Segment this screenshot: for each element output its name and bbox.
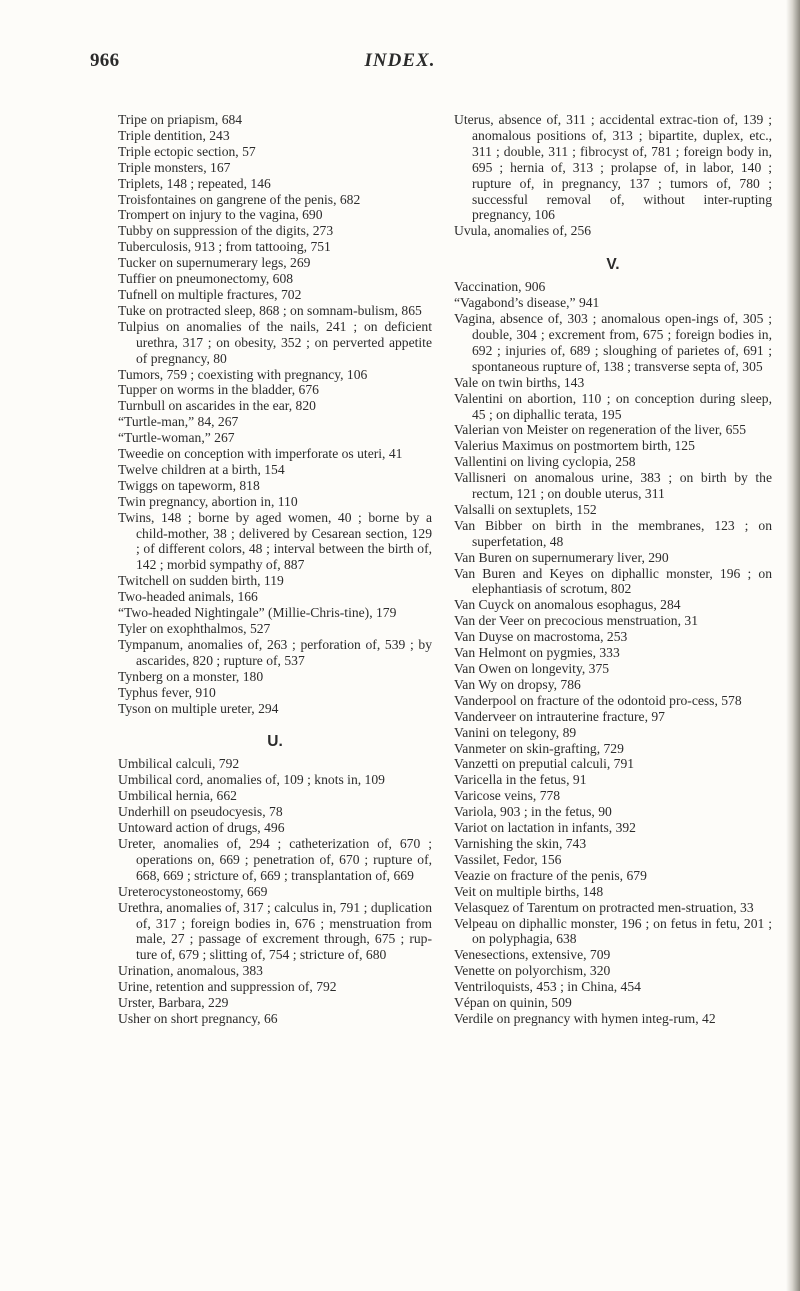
- t-entries: [118, 112, 432, 716]
- index-entry: Twelve children at a birth, 154: [118, 461, 285, 477]
- index-entry: Two-headed animals, 166: [118, 589, 258, 605]
- index-entry: Tripe on priapism, 684: [118, 112, 243, 127]
- index-entry: Van Buren and Keyes on diphallic monster, 196 ; on elephantiasis of scrotum, 802: [454, 565, 772, 597]
- index-entry: Venette on polyorchism, 320: [454, 963, 611, 979]
- index-entry: Velpeau on diphallic monster, 196 ; on fetus in fetu, 201 ; on polyphagia, 638: [454, 915, 772, 947]
- index-entry: Twins, 148 ; borne by aged women, 40 ; borne by a child-mother, 38 ; delivered by Cesarean section, 129 ; of different colors, 48 ; interval between the birth of, 142 ; morbid sympathy of, 887: [118, 509, 432, 573]
- index-entry: Twiggs on tapeworm, 818: [118, 477, 260, 493]
- index-entry: Ureter, anomalies of, 294 ; catheterization of, 670 ; operations on, 669 ; penetration of, 670 ; rupture of, 668, 669 ; stricture of, 669 ; transplantation of, 669: [118, 835, 432, 883]
- index-entry: Variot on lactation in infants, 392: [454, 820, 636, 836]
- index-entry: Vanzetti on preputial calculi, 791: [454, 756, 635, 772]
- index-entry: Uterus, absence of, 311 ; accidental extrac-tion of, 139 ; anomalous positions of, 313 ; bipartite, duplex, etc., 311 ; double, 311 ; fibrocyst of, 781 ; foreign body in, 695 ; hernia of, 313 ; prolapse of, in labor, 140 ; rupture of, in pregnancy, 137 ; tumors of, 780 ; successful removal of, without inter-rupting pregnancy, 106: [454, 112, 772, 223]
- index-entry: Tufnell on multiple fractures, 702: [118, 286, 302, 302]
- page-header: [0, 50, 800, 80]
- index-entry: Vallisneri on anomalous urine, 383 ; on birth by the rectum, 121 ; on double uterus, 311: [454, 470, 772, 502]
- index-entry: Valerius Maximus on postmortem birth, 125: [454, 438, 695, 454]
- index-entry: Twin pregnancy, abortion in, 110: [118, 493, 298, 509]
- index-entry: Vassilet, Fedor, 156: [454, 851, 562, 867]
- index-entry: Uvula, anomalies of, 256: [454, 223, 592, 239]
- index-entry: Tumors, 759 ; coexisting with pregnancy, 106: [118, 366, 368, 382]
- index-entry: Van der Veer on precocious menstruation, 31: [454, 613, 698, 629]
- index-entry: Variola, 903 ; in the fetus, 90: [454, 804, 612, 820]
- index-entry: “Turtle-man,” 84, 267: [118, 414, 239, 430]
- index-entry: Umbilical cord, anomalies of, 109 ; knots in, 109: [118, 772, 385, 788]
- index-entry: Underhill on pseudocyesis, 78: [118, 804, 283, 820]
- index-entry: Van Buren on supernumerary liver, 290: [454, 549, 669, 565]
- index-entry: Tuffier on pneumonectomy, 608: [118, 271, 294, 287]
- index-entry: Ventriloquists, 453 ; in China, 454: [454, 979, 641, 995]
- index-entry: Umbilical calculi, 792: [118, 756, 240, 772]
- index-entry: Van Cuyck on anomalous esophagus, 284: [454, 597, 681, 613]
- index-entry: Vagina, absence of, 303 ; anomalous open-ings of, 305 ; double, 304 ; excrement from, 675 ; foreign bodies in, 692 ; injuries of, 689 ; sloughing of parietes of, 691 ; spontaneous rupture of, 138 ; transverse septa of, 305: [454, 311, 772, 374]
- right-column: [454, 112, 772, 1027]
- section-heading-v: V.: [606, 256, 620, 274]
- index-entry: Van Helmont on pygmies, 333: [454, 645, 620, 661]
- index-entry: Typhus fever, 910: [118, 684, 216, 700]
- index-entry: Varnishing the skin, 743: [454, 835, 587, 851]
- index-entry: Tuberculosis, 913 ; from tattooing, 751: [118, 239, 331, 255]
- index-entry: Vanmeter on skin-grafting, 729: [454, 740, 624, 756]
- u-entries-continued: [454, 112, 772, 239]
- index-entry: Varicose veins, 778: [454, 788, 561, 804]
- index-entry: Vaccination, 906: [454, 279, 546, 295]
- index-entry: Tucker on supernumerary legs, 269: [118, 255, 311, 271]
- index-entry: Vallentini on living cyclopia, 258: [454, 454, 636, 470]
- index-entry: Usher on short pregnancy, 66: [118, 1010, 278, 1026]
- index-entry: Triple ectopic section, 57: [118, 143, 256, 159]
- index-entry: Urster, Barbara, 229: [118, 995, 229, 1011]
- index-entry: Urethra, anomalies of, 317 ; calculus in, 791 ; duplication of, 317 ; foreign bodies in, 676 ; menstruation from male, 27 ; passage of excrement through, 675 ; rup-ture of, 679 ; slitting of, 754 ; stricture of, 680: [118, 899, 432, 963]
- index-entry: Urine, retention and suppression of, 792: [118, 979, 337, 995]
- index-entry: Tyler on exophthalmos, 527: [118, 621, 271, 636]
- index-entry: Van Bibber on birth in the membranes, 123 ; on superfetation, 48: [454, 517, 772, 549]
- index-entry: Venesections, extensive, 709: [454, 947, 611, 963]
- index-entry: Valentini on abortion, 110 ; on conception during sleep, 45 ; on diphallic terata, 195: [454, 390, 772, 422]
- index-entry: Tweedie on conception with imperforate os uteri, 41: [118, 446, 403, 462]
- index-entry: Valerian von Meister on regeneration of the liver, 655: [454, 422, 746, 438]
- index-entry: “Two-headed Nightingale” (Millie-Chris-tine), 179: [118, 605, 397, 621]
- index-entry: Veazie on fracture of the penis, 679: [454, 867, 647, 883]
- index-entry: Velasquez of Tarentum on protracted men-struation, 33: [454, 899, 754, 915]
- index-entry: Triplets, 148 ; repeated, 146: [118, 175, 271, 191]
- index-entry: Tympanum, anomalies of, 263 ; perforation of, 539 ; by ascarides, 820 ; rupture of, 537: [118, 636, 432, 668]
- index-entry: “Turtle-woman,” 267: [118, 430, 235, 446]
- index-entry: Veit on multiple births, 148: [454, 883, 604, 899]
- index-entry: Valsalli on sextuplets, 152: [454, 501, 597, 517]
- index-entry: Urination, anomalous, 383: [118, 963, 263, 979]
- index-entry: Tynberg on a monster, 180: [118, 668, 264, 684]
- index-entry: Untoward action of drugs, 496: [118, 820, 285, 836]
- u-entries: [118, 756, 432, 1026]
- index-entry: Van Owen on longevity, 375: [454, 661, 610, 676]
- index-entry: “Vagabond’s disease,” 941: [454, 295, 600, 311]
- book-edge-shadow: [786, 0, 800, 1291]
- index-entry: Turnbull on ascarides in the ear, 820: [118, 398, 316, 414]
- index-entry: Ureterocystoneostomy, 669: [118, 883, 268, 899]
- index-entry: Vépan on quinin, 509: [454, 995, 572, 1011]
- page-title: INDEX.: [364, 50, 436, 71]
- index-entry: Vanini on telegony, 89: [454, 724, 577, 740]
- index-entry: Twitchell on sudden birth, 119: [118, 573, 284, 589]
- v-entries: [454, 279, 772, 1027]
- index-entry: Vanderveer on intrauterine fracture, 97: [454, 708, 665, 724]
- left-column: [118, 112, 432, 1027]
- index-entry: Triple dentition, 243: [118, 127, 230, 143]
- section-heading-u: U.: [267, 733, 283, 751]
- index-entry: Vanderpool on fracture of the odontoid pro-cess, 578: [454, 692, 742, 708]
- index-entry: Tuke on protracted sleep, 868 ; on somnam-bulism, 865: [118, 302, 422, 318]
- index-entry: Tulpius on anomalies of the nails, 241 ; on deficient urethra, 317 ; on obesity, 352 ; on perverted appetite of pregnancy, 80: [118, 318, 432, 366]
- index-entry: Verdile on pregnancy with hymen integ-rum, 42: [454, 1010, 716, 1026]
- index-entry: Umbilical hernia, 662: [118, 788, 237, 804]
- index-entry: Van Wy on dropsy, 786: [454, 676, 581, 692]
- index-entry: Van Duyse on macrostoma, 253: [454, 629, 628, 645]
- index-entry: Triple monsters, 167: [118, 159, 231, 175]
- index-entry: Tyson on multiple ureter, 294: [118, 700, 279, 716]
- index-entry: Vale on twin births, 143: [454, 374, 585, 390]
- index-entry: Tubby on suppression of the digits, 273: [118, 223, 334, 239]
- index-entry: Varicella in the fetus, 91: [454, 772, 587, 788]
- index-entry: Tupper on worms in the bladder, 676: [118, 382, 319, 398]
- index-entry: Troisfontaines on gangrene of the penis, 682: [118, 191, 361, 207]
- page-number: 966: [90, 50, 120, 71]
- index-entry: Trompert on injury to the vagina, 690: [118, 207, 323, 223]
